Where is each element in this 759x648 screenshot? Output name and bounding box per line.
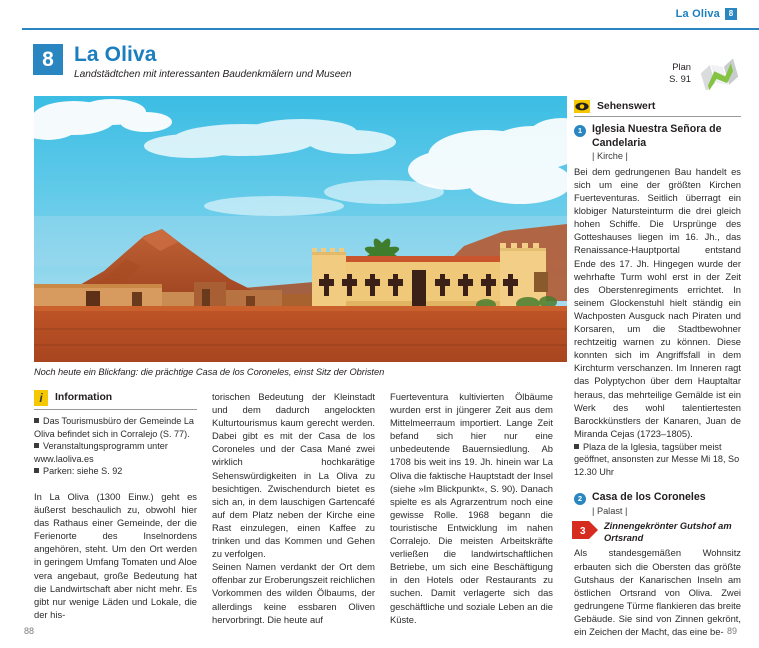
body-paragraph: torischen Bedeutung der Kleinstadt und dem dadurch angelockten Kulturtourismus kaum gerecht werden. Dabei gibt es mit der Casa de los Coroneles und der Casa Mané zwei wirklich hochkarätige Sehenswürdigkeiten in La Oliva zu besichtigen. Zwischendurch bietet es sich an, in dem lauschigen Gartencafé auf dem Platz neben der Kirche eine Rast einzulegen, einen Kaffee zu trinken und das Kommen und Gehen zu verfolgen. bbox=[212, 391, 375, 560]
poi-description bbox=[574, 546, 741, 638]
poi-name: Iglesia Nuestra Señora de Candelaria bbox=[592, 123, 722, 149]
bullet-square-icon bbox=[34, 468, 39, 473]
photo-illustration bbox=[34, 96, 567, 362]
poi-2-block bbox=[574, 491, 741, 638]
information-bullet-list bbox=[34, 415, 197, 478]
poi-tip bbox=[574, 519, 741, 545]
poi-kind: | Kirche | bbox=[592, 150, 628, 161]
text-column-2 bbox=[212, 390, 375, 626]
plan-page: S. 91 bbox=[669, 73, 691, 84]
list-item-text: Veranstaltungsprogramm unter www.laoliva.es bbox=[34, 441, 168, 464]
list-item-text: Das Tourismusbüro der Gemeinde La Oliva befindet sich in Corralejo (S. 77). bbox=[34, 416, 194, 439]
poi-number-badge: 1 bbox=[574, 125, 586, 137]
sehenswert-sidebar bbox=[574, 100, 741, 638]
folio-right: 89 bbox=[726, 626, 737, 636]
running-head-badge: 8 bbox=[725, 8, 737, 20]
poi-description-text: Bei dem gedrungenen Bau handelt es sich um eine der größten Kirchen Fuerteventuras. Seitlich überragt ein klobiger Natursteinturm die drei gleich hohen Schiffe. Die Ursprünge des Gotteshauses liegen im 16. Jh., das Renaissance-Hauptportal entstand Ende des 17. Jh. Hingegen wurde der wehrhafte Turm wohl erst in der Zeit des Oberstenregiments errichtet. In seinem Glockenstuhl hielt ständig ein Wachposten Ausguck nach Piraten und Korsaren, um die Stadtbewohner rechtzeitig warnen zu können. Diese konnten sich im Angriffsfall in dem Kirchturm verschanzen. Im Inneren ragt das Polyptychon über dem Hauptaltar heraus, das mehrteilige Gemälde ist ein Werk des wohl talentiertesten Barockkünstlers der Kanaren, Juan de Miranda Cejas (1723–1805). bbox=[574, 165, 741, 439]
body-paragraph: Fuerteventura kultivierten Ölbäume wurden erst in jüngerer Zeit aus dem Mittelmeerraum importiert. Lange Zeit befand sich hier nur eine unbedeutende Bauernsiedlung. Ab 1708 bis weit ins 19. Jh. hinein war La Oliva die faktische Hauptstadt der Insel (siehe »Im Blickpunkt«, S. 90). Danach spielte es als Agrarzentrum noch eine gewisse Rolle. 1968 begann die touristische Entwicklung im nahen Corralejo. Die meisten Arbeitskräfte verließen die landwirtschaftlichen Betriebe, um sich eine Beschäftigung in den Hotels oder Restaurants zu suchen. Damit verlagerte sich das geschäftliche und soziale Leben an die Küste. bbox=[390, 391, 553, 625]
sehenswert-title: Sehenswert bbox=[597, 101, 656, 112]
body-paragraph: In La Oliva (1300 Einw.) geht es äußerst beschaulich zu, obwohl hier das Rathaus einer Gemeinde, der die Ferienorte des Inselnordens angehören, steht. Um den Ort werden in geringem Umfang Tomaten und Aloe vera angebaut, große Bedeutung hat die Landwirtschaft aber nicht mehr. Es gibt nur wenige Läden und Lokale, die der his- bbox=[34, 490, 197, 620]
bullet-square-icon bbox=[34, 443, 39, 448]
poi-name: Casa de los Coroneles bbox=[592, 490, 706, 503]
chapter-number-badge: 8 bbox=[33, 44, 63, 75]
hero-photo bbox=[34, 96, 567, 362]
folded-map-icon bbox=[697, 56, 741, 90]
title-texts bbox=[74, 44, 352, 80]
running-head bbox=[676, 8, 737, 20]
running-head-title: La Oliva bbox=[675, 8, 720, 20]
page-title-block bbox=[33, 44, 352, 80]
poi-kind: | Palast | bbox=[592, 505, 628, 516]
poi-description-text: Als standesgemäßen Wohnsitz erbauten sich die Obersten das größte Gutshaus der Kanarischen Inseln am östlichen Ortsrand von Oliva. Zwei gedrungene Türme flankieren das breite Gebäude. Sie sind von Zinnen gekrönt, ein Zeichen der Macht, das eine be- bbox=[574, 547, 741, 638]
list-item bbox=[34, 440, 197, 465]
information-box-title: Information bbox=[55, 392, 113, 404]
information-box bbox=[34, 390, 197, 478]
info-icon: i bbox=[34, 390, 48, 406]
header-rule bbox=[22, 28, 759, 30]
red-arrow-number: 3 bbox=[580, 525, 586, 537]
body-paragraph: Seinen Namen verdankt der Ort dem offenbar zur Eroberungszeit reichlichen Vorkommen des wilden Ölbaums, der allerdings keine essbaren Oliven hervorbringt. Die heute auf bbox=[212, 561, 375, 625]
poi-2-header bbox=[574, 491, 741, 505]
plan-label: Plan bbox=[672, 61, 691, 73]
red-arrow-icon bbox=[572, 519, 598, 541]
plan-text bbox=[669, 61, 691, 85]
plan-reference bbox=[669, 56, 741, 90]
folio-left: 88 bbox=[24, 626, 35, 636]
information-box-header bbox=[34, 390, 197, 406]
list-item-text: Parken: siehe S. 92 bbox=[43, 466, 123, 477]
spacer bbox=[34, 478, 197, 490]
photo-caption: Noch heute ein Blickfang: die prächtige Casa de los Coroneles, einst Sitz der Obristen bbox=[34, 367, 385, 377]
text-column-1 bbox=[34, 390, 197, 621]
poi-opening-note-text: Plaza de la Iglesia, tagsüber meist geöffnet, ansonsten zur Messe Mi 18, So 12.30 Uhr bbox=[574, 441, 740, 478]
bullet-square-icon bbox=[34, 418, 39, 423]
poi-number-badge: 2 bbox=[574, 493, 586, 505]
page-title: La Oliva bbox=[74, 43, 157, 66]
bullet-square-icon bbox=[574, 444, 579, 449]
text-column-3 bbox=[390, 390, 553, 626]
sehenswert-rule bbox=[574, 116, 741, 117]
list-item bbox=[34, 415, 197, 440]
sehenswert-header bbox=[574, 100, 741, 113]
eye-icon bbox=[574, 100, 590, 113]
poi-1-header bbox=[574, 123, 741, 150]
page-subtitle: Landstädtchen mit interessanten Baudenkmälern und Museen bbox=[74, 69, 352, 80]
poi-tip-text: Zinnengekrönter Gutshof am Ortsrand bbox=[604, 520, 732, 544]
list-item bbox=[34, 465, 197, 478]
poi-opening-note bbox=[574, 441, 741, 479]
poi-description bbox=[574, 165, 741, 440]
information-box-rule bbox=[34, 409, 197, 410]
